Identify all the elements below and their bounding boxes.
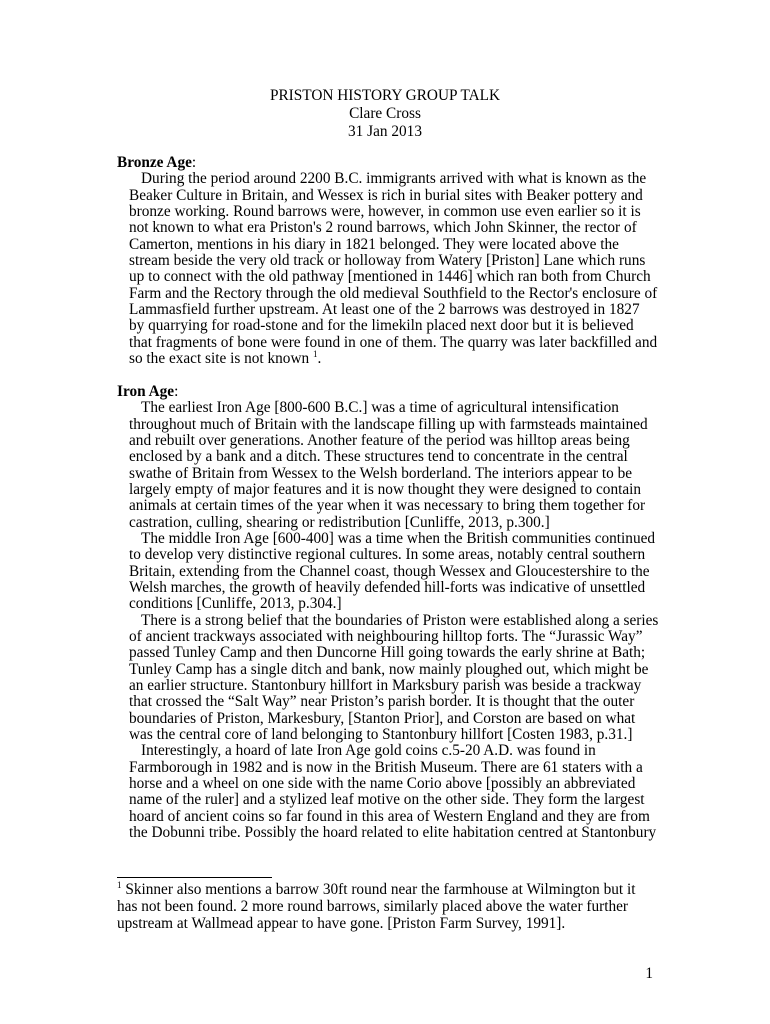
text-line: enclosed by a bank and a ditch. These structures tend to concentrate in the central bbox=[129, 448, 628, 466]
text-line: passed Tunley Camp and then Duncorne Hill going towards the early shrine at Bath; bbox=[129, 644, 646, 662]
text-line: The middle Iron Age [600-400] was a time when the British communities continued bbox=[141, 529, 656, 547]
text-line: bronze working. Round barrows were, however, in common use even earlier so it is bbox=[129, 203, 641, 221]
text-line: Camerton, mentions in his diary in 1821 belonged. They were located above the bbox=[129, 235, 619, 253]
paragraph bbox=[117, 743, 657, 841]
page-number: 1 bbox=[645, 965, 653, 982]
text-line: throughout much of Britain with the landscape filling up with farmsteads maintained bbox=[129, 415, 648, 433]
text-line: boundaries of Priston, Markesbury, [Stanton Prior], and Corston are based on what bbox=[129, 709, 636, 727]
text-line: so the exact site is not known $^1$. bbox=[129, 349, 322, 368]
footnote-reference[interactable]: 1 bbox=[312, 349, 318, 360]
text-line: conditions [Cunliffe, 2013, p.304.] bbox=[129, 595, 342, 613]
text-line: During the period around 2200 B.C. immigrants arrived with what is known as the bbox=[141, 170, 647, 188]
text-line: Welsh marches, the growth of heavily defended hill-forts was indicative of unsettled bbox=[129, 578, 646, 596]
footnote-line: has not been found. 2 more round barrows, similarly placed above the water further bbox=[117, 898, 629, 916]
text-line: Farmborough in 1982 and is now in the British Museum. There are 61 staters with a bbox=[129, 758, 643, 776]
paragraph bbox=[117, 613, 657, 744]
section-iron-age bbox=[117, 384, 657, 842]
text-line: that crossed the “Salt Way” near Priston’s parish border. It is thought that the outer bbox=[129, 693, 635, 711]
footnote-divider bbox=[117, 877, 272, 878]
text-line: castration, culling, shearing or redistribution [Cunliffe, 2013, p.300.] bbox=[129, 513, 550, 531]
text-line: stream beside the very old track or holloway from Watery [Priston] Lane which runs bbox=[129, 252, 646, 270]
document-title: PRISTON HISTORY GROUP TALK bbox=[269, 87, 501, 104]
footnote-marker: 1 bbox=[117, 880, 122, 890]
paragraph bbox=[117, 400, 657, 531]
document-date: 31 Jan 2013 bbox=[348, 123, 422, 141]
paragraph bbox=[117, 171, 657, 367]
text-line: not known to what era Priston's 2 round barrows, which John Skinner, the rector of bbox=[129, 219, 637, 237]
text-line: and rebuilt over generations. Another feature of the period was hilltop areas being bbox=[129, 431, 630, 449]
document-header bbox=[0, 87, 770, 142]
text-line: that fragments of bone were found in one of them. The quarry was later backfilled and bbox=[129, 333, 658, 351]
text-line: by quarrying for road-stone and for the limekiln placed next door but it is believed bbox=[129, 317, 634, 335]
paragraph bbox=[117, 531, 657, 613]
text-line: Farm and the Rectory through the old medieval Southfield to the Rector's enclosure of bbox=[129, 284, 658, 302]
text-line: animals at certain times of the year when it was necessary to bring them together for bbox=[129, 497, 646, 515]
text-line: to develop very distinctive regional cultures. In some areas, notably central southern bbox=[129, 546, 646, 564]
text-line: Beaker Culture in Britain, and Wessex is rich in burial sites with Beaker pottery and bbox=[129, 186, 643, 204]
section-heading: Bronze Age: bbox=[117, 154, 197, 171]
text-line: of ancient trackways associated with neighbouring hilltop forts. The “Jurassic Way” bbox=[129, 627, 643, 645]
section-bronze-age bbox=[117, 155, 657, 367]
text-line: an earlier structure. Stantonbury hillfort in Marksbury parish was beside a trackway bbox=[129, 677, 642, 694]
text-line: up to connect with the old pathway [mentioned in 1446] which ran both from Church bbox=[129, 268, 651, 286]
text-line: Lammasfield further upstream. At least one of the 2 barrows was destroyed in 1827 bbox=[129, 301, 640, 319]
text-line: largely empty of major features and it is now thought they were designed to contain bbox=[129, 480, 642, 498]
document-author: Clare Cross bbox=[349, 105, 421, 123]
text-line: the Dobunni tribe. Possibly the hoard related to elite habitation centred at Stantonbury bbox=[129, 824, 657, 842]
text-line: horse and a wheel on one side with the name Corio above [possibly an abbreviated bbox=[129, 775, 636, 793]
footnote-line: $^1$ Skinner also mentions a barrow 30ft round near the farmhouse at Wilmington but it bbox=[117, 880, 636, 898]
footnote-line: upstream at Wallmead appear to have gone. [Priston Farm Survey, 1991]. bbox=[117, 915, 566, 933]
document-body bbox=[117, 155, 657, 841]
text-line: hoard of ancient coins so far found in this area of Western England and they are from bbox=[129, 807, 650, 825]
text-line: swathe of Britain from Wessex to the Welsh borderland. The interiors appear to be bbox=[129, 464, 633, 482]
text-line: Interestingly, a hoard of late Iron Age gold coins c.5-20 A.D. was found in bbox=[141, 742, 596, 760]
footnote bbox=[117, 881, 657, 933]
text-line: Britain, extending from the Channel coast, though Wessex and Gloucestershire to the bbox=[129, 562, 650, 580]
text-line: name of the ruler] and a stylized leaf motive on the other side. They form the largest bbox=[129, 791, 645, 809]
text-line: The earliest Iron Age [800-600 B.C.] was a time of agricultural intensification bbox=[141, 399, 619, 417]
section-heading: Iron Age: bbox=[117, 382, 179, 400]
text-line: was the central core of land belonging to Stantonbury hillfort [Costen 1983, p.31.] bbox=[129, 726, 633, 744]
text-line: Tunley Camp has a single ditch and bank, now mainly ploughed out, which might be bbox=[129, 660, 649, 678]
text-line: There is a strong belief that the boundaries of Priston were established along a series bbox=[141, 611, 659, 629]
